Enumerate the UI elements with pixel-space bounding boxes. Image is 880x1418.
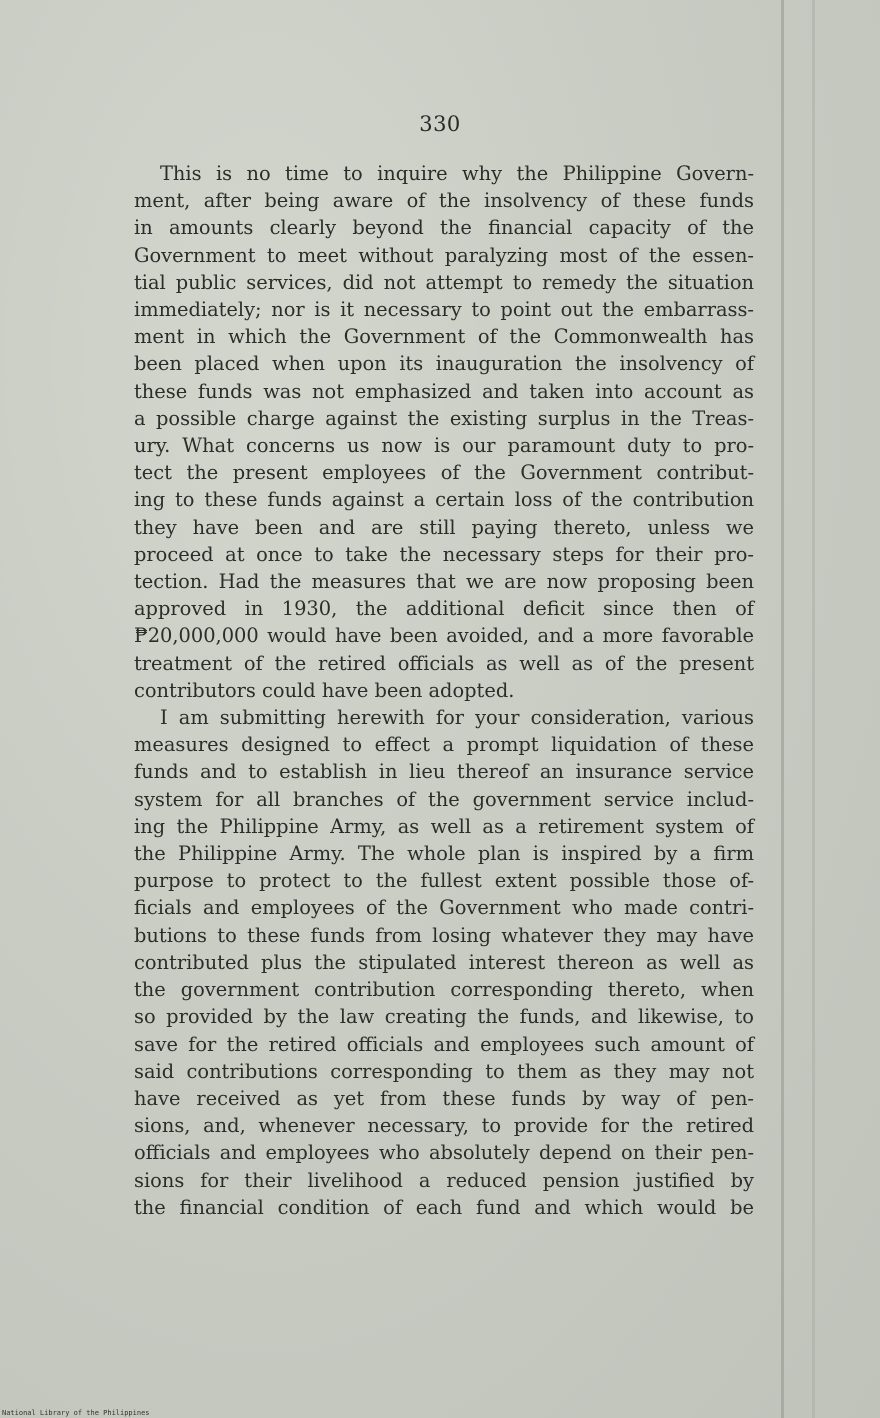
- text-line: officials and employees who absolutely depend on their pen-: [134, 1141, 754, 1165]
- text-line: sions, and, whenever necessary, to provide for the retired: [134, 1114, 754, 1138]
- text-line: ing to these funds against a certain loss of the contribution: [134, 488, 754, 512]
- text-line: tect the present employees of the Government contribut-: [134, 461, 754, 485]
- text-line: in amounts clearly beyond the financial capacity of the: [134, 216, 754, 240]
- text-line: the government contribution corresponding thereto, when: [134, 978, 754, 1002]
- scan-shadow-line: [781, 0, 784, 1418]
- text-line: approved in 1930, the additional deficit since then of: [134, 597, 754, 621]
- text-line: immediately; nor is it necessary to point out the embarrass-: [134, 298, 754, 322]
- text-line: contributed plus the stipulated interest thereon as well as: [134, 950, 754, 974]
- text-line: have received as yet from these funds by way of pen-: [134, 1086, 754, 1110]
- text-line: ment, after being aware of the insolvency of these funds: [134, 189, 754, 213]
- body-text: [134, 160, 754, 1221]
- text-line: tial public services, did not attempt to remedy the situation: [134, 270, 754, 294]
- text-line: so provided by the law creating the funds, and likewise, to: [134, 1005, 754, 1029]
- scan-shadow-line: [812, 0, 815, 1418]
- text-line: the Philippine Army. The whole plan is inspired by a firm: [134, 842, 754, 866]
- library-credit: National Library of the Philippines: [2, 1409, 150, 1417]
- page-number: 330: [419, 112, 461, 136]
- text-line: ment in which the Government of the Commonwealth has: [134, 325, 754, 349]
- text-line: Government to meet without paralyzing most of the essen-: [134, 243, 754, 267]
- text-line: ing the Philippine Army, as well as a retirement system of: [134, 814, 754, 838]
- text-line: contributors could have been adopted.: [134, 678, 515, 702]
- text-line: these funds was not emphasized and taken into account as: [134, 379, 754, 403]
- text-line: measures designed to effect a prompt liquidation of these: [134, 733, 754, 757]
- text-line: the financial condition of each fund and which would be: [134, 1195, 754, 1219]
- text-line: I am submitting herewith for your consideration, various: [160, 706, 754, 730]
- text-line: ury. What concerns us now is our paramount duty to pro-: [134, 434, 754, 458]
- text-line: tection. Had the measures that we are now proposing been: [134, 570, 754, 594]
- text-line: a possible charge against the existing surplus in the Treas-: [134, 406, 754, 430]
- paragraph-2: [134, 704, 754, 1221]
- text-line: purpose to protect to the fullest extent possible those of-: [134, 869, 754, 893]
- text-line: ₱20,000,000 would have been avoided, and a more favorable: [134, 624, 754, 648]
- text-line: system for all branches of the government service includ-: [134, 787, 754, 811]
- text-line: they have been and are still paying thereto, unless we: [134, 515, 754, 539]
- text-line: funds and to establish in lieu thereof an insurance service: [134, 760, 754, 784]
- text-line: said contributions corresponding to them as they may not: [134, 1059, 754, 1083]
- text-line: proceed at once to take the necessary steps for their pro-: [134, 542, 754, 566]
- text-line: save for the retired officials and employees such amount of: [134, 1032, 754, 1056]
- paragraph-1: [134, 160, 754, 704]
- text-line: treatment of the retired officials as well as of the present: [134, 651, 754, 675]
- text-line: sions for their livelihood a reduced pension justified by: [134, 1168, 754, 1192]
- text-line: ficials and employees of the Government who made contri-: [134, 896, 754, 920]
- text-line: butions to these funds from losing whatever they may have: [134, 923, 754, 947]
- text-line: been placed when upon its inauguration the insolvency of: [134, 352, 754, 376]
- text-line: This is no time to inquire why the Philippine Govern-: [160, 162, 754, 185]
